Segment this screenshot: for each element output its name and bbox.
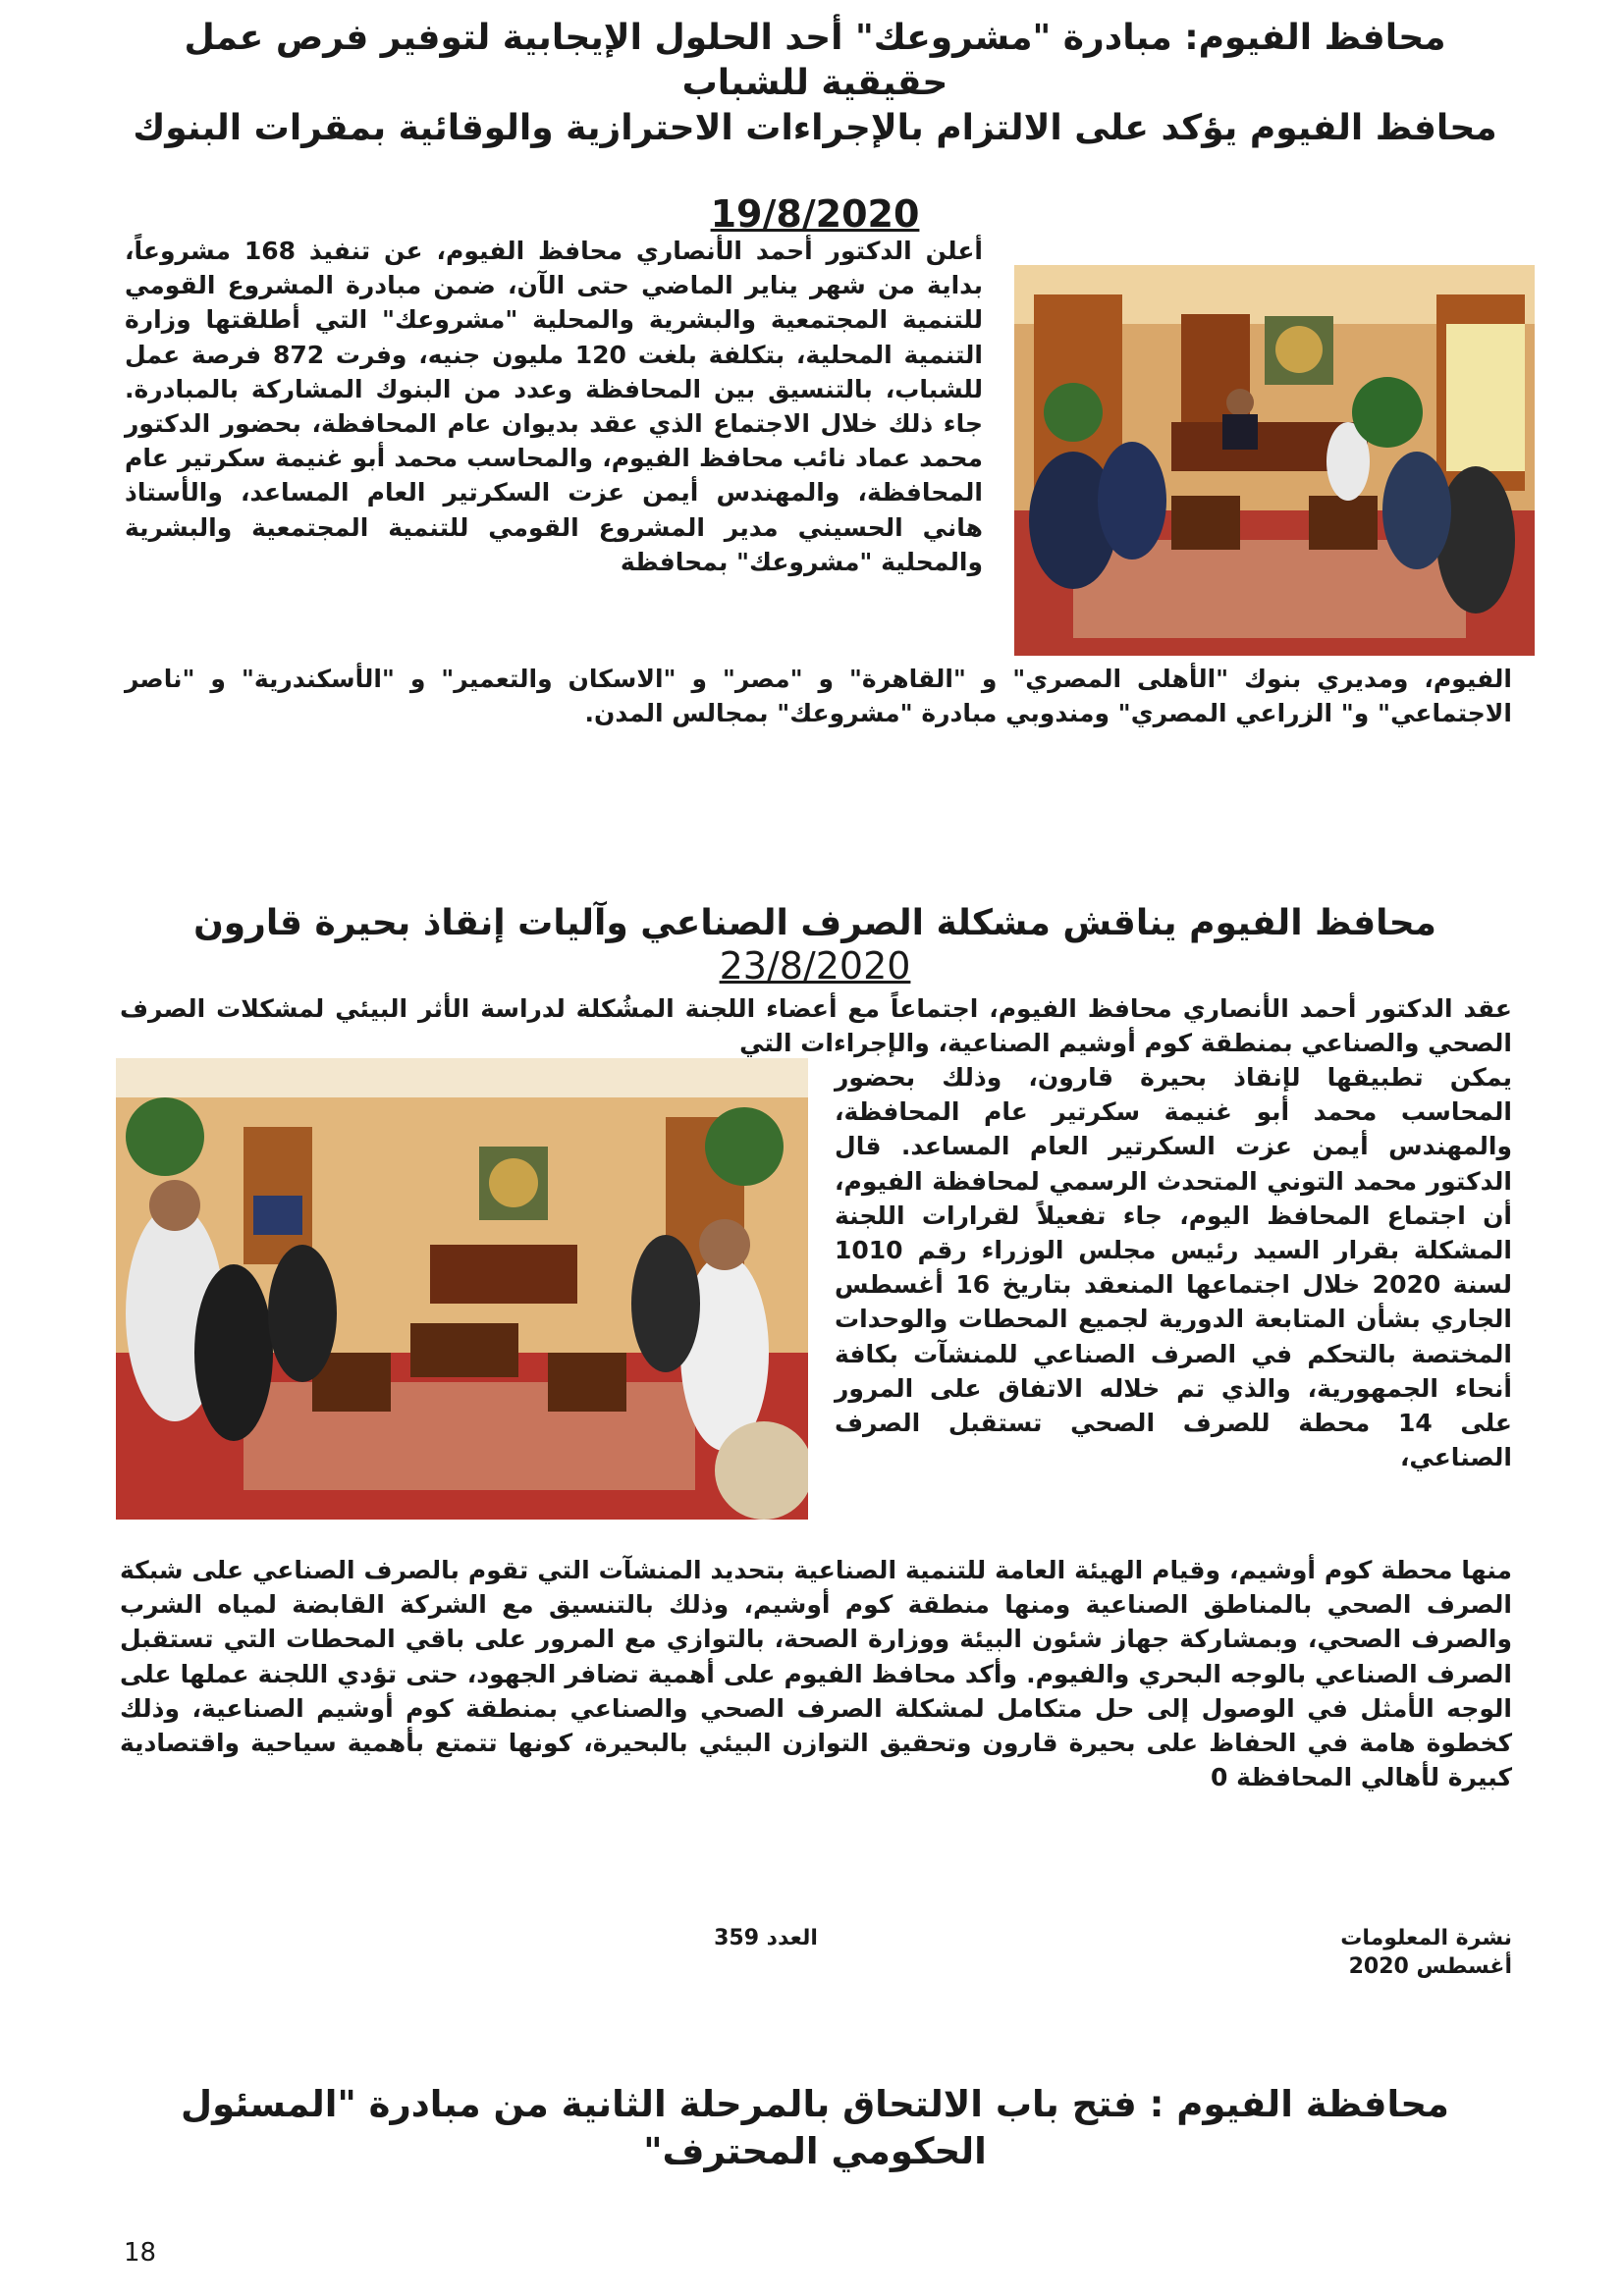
- bulletin-date: أغسطس 2020: [1348, 1954, 1512, 1979]
- article1-headline-2: محافظ الفيوم يؤكد على الالتزام بالإجراءات الاحترازية والوقائية بمقرات البنوك: [133, 108, 1497, 148]
- bulletin-name: نشرة المعلومات: [1340, 1926, 1512, 1950]
- issue-number: العدد 359: [714, 1926, 818, 1950]
- article1-meeting-photo: [1014, 265, 1535, 656]
- article2-intro: عقد الدكتور أحمد الأنصاري محافظ الفيوم، اجتماعاً مع أعضاء اللجنة المشُكلة لدراسة الأثر البيئي لمشكلات الصرف الصحي والصناعي بمنطقة كوم أوشيم الصناعية، والإجراءات التي: [120, 994, 1512, 1058]
- article2-body-wrapped: يمكن تطبيقها لإنقاذ بحيرة قارون، وذلك بحضور المحاسب محمد أبو غنيمة سكرتير عام المحافظة، والمهندس أيمن عزت السكرتير العام المساعد. قال الدكتور محمد التوني المتحدث الرسمي لمحافظة الفيوم، أن اجتماع المحافظ اليوم، جاء تفعيلاً لقرارات اللجنة المشكلة بقرار السيد رئيس مجلس الوزراء رقم 1010 لسنة 2020 خلال اجتماعها المنعقد بتاريخ 16 أغسطس الجاري بشأن المتابعة الدورية لجميع المحطات والوحدات المختصة بالتحكم في الصرف الصناعي للمنشآت بكافة أنحاء الجمهورية، والذي تم خلاله الاتفاق على المرور على 14 محطة للصرف الصحي تستقبل الصرف الصناعي،: [835, 1063, 1513, 1472]
- article2-body-full: منها محطة كوم أوشيم، وقيام الهيئة العامة للتنمية الصناعية بتحديد المنشآت التي تقوم بالصرف الصناعي على شبكة الصرف الصحي بالمناطق الصناعية ومنها منطقة كوم أوشيم، وذلك بالتنسيق مع الشركة القابضة لمياه الشرب والصرف الصحي، وبمشاركة جهاز شئون البيئة ووزارة الصحة، بالتوازي مع المرور على باقي المحطات التي تستقبل الصرف الصناعي بالوجه البحري والفيوم. وأكد محافظ الفيوم على أهمية تضافر الجهود، حتى تؤدي اللجنة عملها على الوجه الأمثل في الوصول إلى حل متكامل لمشكلة الصرف الصحي والصناعي بمنطقة كوم أوشيم الصناعية، وذلك كخطوة هامة في الحفاظ على بحيرة قارون وتحقيق التوازن البيئي بالبحيرة، كونها تتمتع بأهمية سياحية واقتصادية كبيرة لأهالي المحافظة 0: [120, 1556, 1512, 1792]
- article2-headline: محافظ الفيوم يناقش مشكلة الصرف الصناعي وآليات إنقاذ بحيرة قارون: [193, 903, 1436, 943]
- meeting-photo-image: [116, 1058, 808, 1520]
- article1-date: 19/8/2020: [710, 192, 920, 236]
- article2-date: 23/8/2020: [719, 944, 911, 988]
- article2-meeting-photo: [116, 1058, 808, 1520]
- page-number: 18: [124, 2238, 157, 2268]
- bulletin-footer: [1227, 1924, 1512, 1981]
- article1-body-full: الفيوم، ومديري بنوك "الأهلى المصري" و "القاهرة" و "مصر" و "الاسكان والتعمير" و "الأسكندرية" و "ناصر الاجتماعي" و" الزراعي المصري" ومندوبي مبادرة "مشروعك" بمجالس المدن.: [125, 665, 1512, 728]
- meeting-photo-image: [1014, 265, 1535, 656]
- article1-headline-1: محافظ الفيوم: مبادرة "مشروعك" أحد الحلول الإيجابية لتوفير فرص عمل حقيقية للشباب: [184, 18, 1446, 103]
- article1-body-wrapped: أعلن الدكتور أحمد الأنصاري محافظ الفيوم، عن تنفيذ 168 مشروعاً، بداية من شهر يناير الماضي حتى الآن، ضمن مبادرة المشروع القومي للتنمية المجتمعية والبشرية والمحلية "مشروعك" التي أطلقتها وزارة التنمية المحلية، بتكلفة بلغت 120 مليون جنيه، وفرت 872 فرصة عمل للشباب، بالتنسيق بين المحافظة وعدد من البنوك المشاركة بالمبادرة. جاء ذلك خلال الاجتماع الذي عقد بديوان عام المحافظة، بحضور الدكتور محمد عماد نائب محافظ الفيوم، والمحاسب محمد أبو غنيمة سكرتير عام المحافظة، والمهندس أيمن عزت السكرتير العام المساعد، والأستاذ هاني الحسيني مدير المشروع القومي للتنمية المجتمعية والبشرية والمحلية "مشروعك" بمحافظة: [125, 237, 983, 576]
- article3-headline: محافظة الفيوم : فتح باب الالتحاق بالمرحلة الثانية من مبادرة "المسئول الحكومي المحترف": [181, 2083, 1449, 2172]
